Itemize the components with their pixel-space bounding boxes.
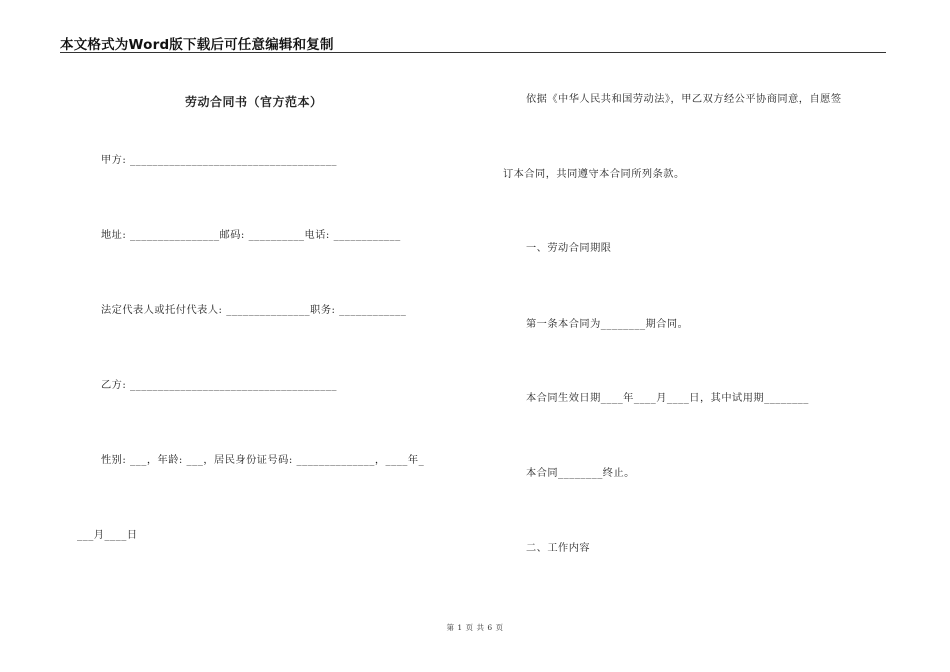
party-a-line: 甲方: _____________________________________ — [101, 155, 338, 166]
legal-representative-line: 法定代表人或托付代表人: _______________职务: ____________ — [101, 305, 407, 316]
section-2-heading: 二、工作内容 — [526, 543, 591, 554]
preamble-line-1: 依据《中华人民共和国劳动法》，甲乙双方经公平协商同意，自愿签 — [526, 94, 842, 105]
effective-date-line: 本合同生效日期____年____月____日，其中试用期________ — [526, 393, 809, 404]
date-continuation-line: ___月____日 — [77, 530, 138, 541]
section-1-heading: 一、劳动合同期限 — [526, 243, 612, 254]
header-divider — [60, 52, 886, 53]
party-b-line: 乙方: _____________________________________ — [101, 380, 338, 391]
page-number: 第 1 页 共 6 页 — [446, 623, 504, 632]
termination-line: 本合同________终止。 — [526, 468, 635, 479]
article-1-line: 第一条本合同为________期合同。 — [526, 319, 689, 330]
address-line: 地址: ________________邮码: __________电话: ____________ — [101, 230, 401, 241]
personal-info-line: 性别: ___，年龄: ___，居民身份证号码: ______________，____年_ — [101, 455, 425, 466]
document-title: 劳动合同书（官方范本） — [185, 95, 323, 109]
document-header: 本文格式为Word版下载后可任意编辑和复制 — [60, 37, 334, 53]
preamble-line-2: 订本合同，共同遵守本合同所列条款。 — [503, 169, 685, 180]
